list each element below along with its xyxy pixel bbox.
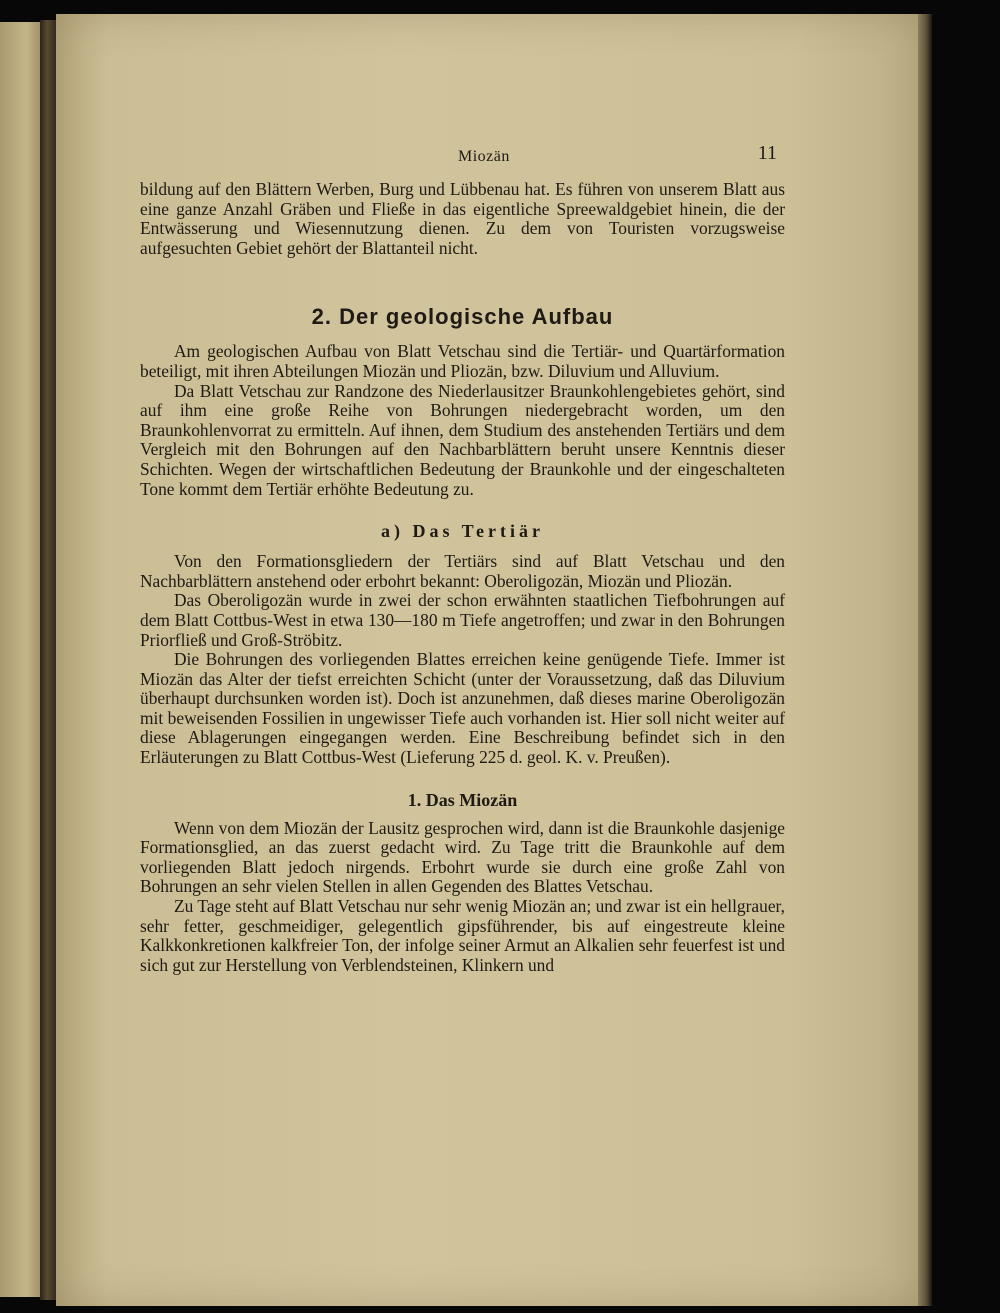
miocene-paragraph: Wenn von dem Miozän der Lausitz gesprochen wird, dann ist die Braunkohle dasjenige Formationsglied, an das zuerst gedacht wird. Zu Tage tritt die Braunkohle auf dem vorliegenden Blatt jedoch nirgends. Erbohrt wurde sie durch eine große Zahl von Bohrungen an sehr vielen Stellen in allen Gegenden des Blattes Vetschau. bbox=[140, 817, 785, 897]
tertiary-paragraph: Von den Formationsgliedern der Tertiärs sind auf Blatt Vetschau und den Nachbarblättern anstehend oder erbohrt bekannt: Oberoligozän, Miozän und Pliozän. bbox=[140, 551, 785, 591]
intro-paragraph: bildung auf den Blättern Werben, Burg und Lübbenau hat. Es führen von unserem Blatt aus eine ganze Anzahl Gräben und Fließe in das eigentliche Spreewaldgebiet hinein, die der Entwässerung und Wiesennutzung dienen. Zu dem von Touristen vorzugsweise aufgesuchten Gebiet gehört der Blattanteil nicht. bbox=[140, 179, 785, 258]
section-paragraph: Da Blatt Vetschau zur Randzone des Niederlausitzer Braunkohlengebietes gehört, sind auf ihm eine große Reihe von Bohrungen niedergebracht worden, um den Braunkohlenvorrat zu ermitteln. Auf ihnen, dem Studium des anstehenden Tertiärs und dem Vergleich mit den Bohrungen auf den Nachbarblättern beruht unsere Kenntnis dieser Schichten. Wegen der wirtschaftlichen Bedeutung der Braunkohle und der eingeschalteten Tone kommt dem Tertiär erhöhte Bedeutung zu. bbox=[140, 380, 785, 499]
miocene-paragraph: Zu Tage steht auf Blatt Vetschau nur sehr wenig Miozän an; und zwar ist ein hellgrauer, sehr fetter, geschmeidiger, gelegentlich gipsführender, bis auf eingestreute kleine Kalkkonkretionen kalkfreier Ton, der infolge seiner Armut an Alkalien sehr feuerfest ist und sich gut zur Herstellung von Verblendsteinen, Klinkern und bbox=[140, 896, 785, 975]
tertiary-heading: a) Das Tertiär bbox=[381, 521, 544, 542]
page-number: 11 bbox=[757, 142, 777, 164]
running-title: Miozän bbox=[458, 148, 510, 165]
running-head bbox=[140, 140, 785, 180]
tertiary-paragraph: Das Oberoligozän wurde in zwei der schon erwähnten staatlichen Tiefbohrungen auf dem Blatt Cottbus-West in etwa 130—180 m Tiefe angetroffen; und zwar in den Bohrungen Priorfließ und Groß-Ströbitz. bbox=[140, 590, 785, 650]
page-edge-shadow bbox=[918, 14, 932, 1306]
page-content bbox=[140, 140, 785, 975]
miocene-heading: 1. Das Miozän bbox=[407, 789, 518, 810]
section-heading: 2. Der geologische Aufbau bbox=[311, 304, 614, 330]
tertiary-paragraph: Die Bohrungen des vorliegenden Blattes erreichen keine genügende Tiefe. Immer ist Miozän das Alter der tiefst erreichten Schicht (unter der Voraussetzung, daß das Diluvium überhaupt durchsunken worden ist). Doch ist anzunehmen, daß dieses marine Oberoligozän mit beweisenden Fossilien in ungewisser Tiefe auch vorhanden ist. Hier soll nicht weiter auf diese Ablagerungen eingegangen werden. Eine Beschreibung befindet sich in den Erläuterungen zu Blatt Cottbus-West (Lieferung 225 d. geol. K. v. Preußen). bbox=[140, 649, 785, 768]
section-paragraph: Am geologischen Aufbau von Blatt Vetschau sind die Tertiär- und Quartärformation beteiligt, mit ihren Abteilungen Miozän und Pliozän, bzw. Diluvium und Alluvium. bbox=[140, 341, 785, 381]
